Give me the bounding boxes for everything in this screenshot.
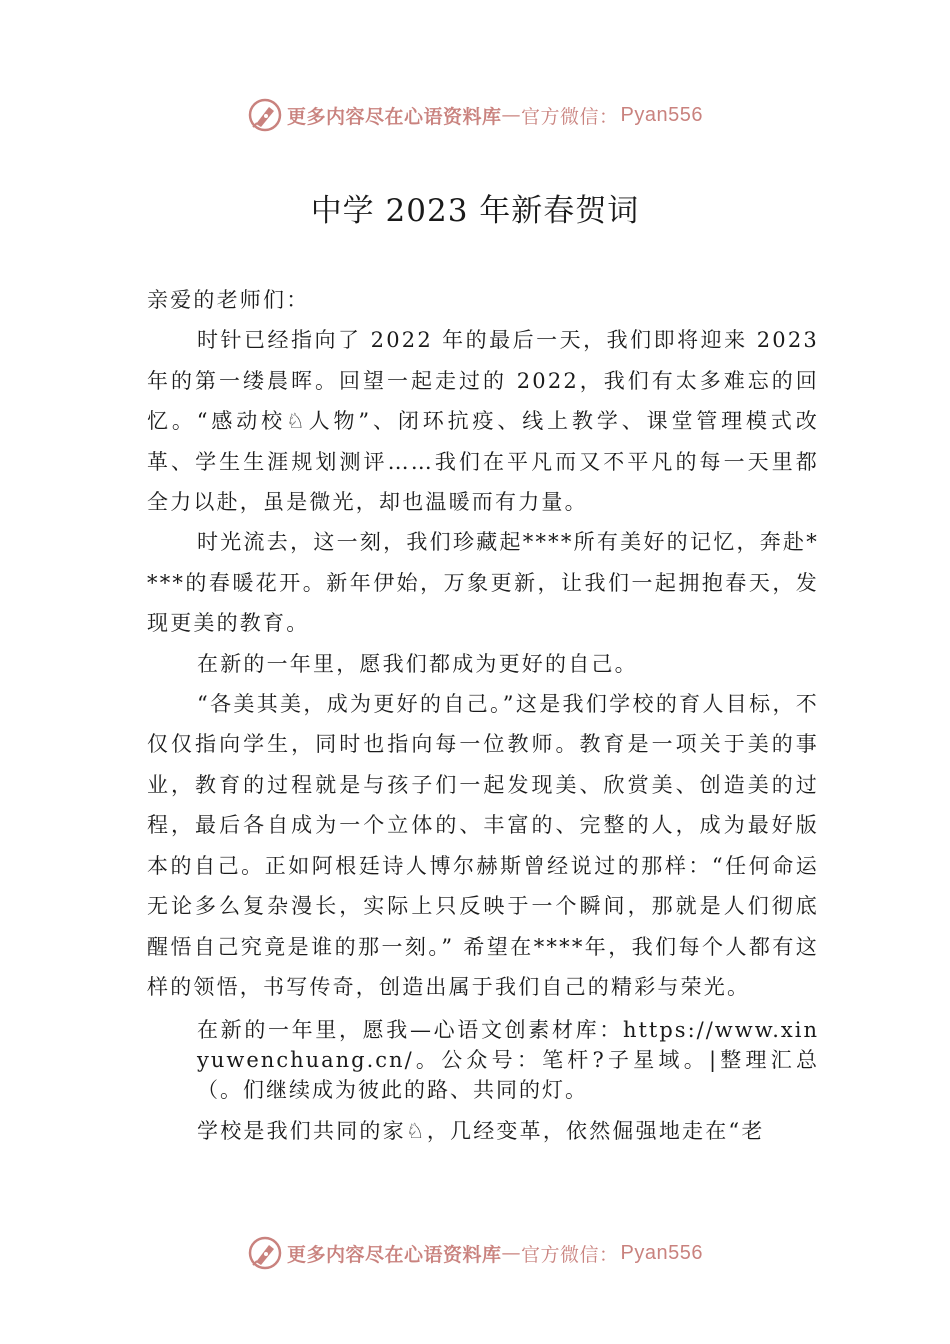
pen-nib-icon [247, 1235, 283, 1271]
watermark-banner-top [0, 93, 950, 137]
paragraph-4: “各美其美，成为更好的自己。”这是我们学校的育人目标，不仅仅指向学生，同时也指向每一位教师。教育是一项关于美的事业，教育的过程就是与孩子们一起发现美、欣赏美、创造美的过程，最后各自成为一个立体的、丰富的、完整的人，成为最好版本的自己。正如阿根廷诗人博尔赫斯曾经说过的那样：“任何命运无论多么复杂漫长，实际上只反映于一个瞬间，那就是人们彻底醒悟自己究竟是谁的那一刻。” 希望在****年，我们每个人都有这样的领悟，书写传奇，创造出属于我们自己的精彩与荣光。 [147, 692, 819, 999]
watermark-dash: — [501, 104, 522, 126]
paragraph-2: 时光流去，这一刻，我们珍藏起****所有美好的记忆，奔赴****的春暖花开。新年伊始，万象更新，让我们一起拥抱春天，发现更美的教育。 [147, 530, 819, 636]
watermark-wechat-label: 官方微信： [521, 105, 619, 128]
watermark-banner-bottom [0, 1231, 950, 1275]
watermark-brand-text: 更多内容尽在心语资料库 [287, 105, 502, 128]
watermark-dash: — [501, 1242, 522, 1264]
watermark-wechat-account: Pyan556 [620, 103, 703, 126]
pen-nib-icon [247, 97, 283, 133]
watermark-brand-text: 更多内容尽在心语资料库 [287, 1243, 502, 1266]
inserted-source-note: 在新的一年里，愿我—心语文创素材库：https://www.xinyuwenchuang.cn/。公众号：笔杆?子星域。|整理汇总（。们继续成为彼此的路、共同的灯。 [197, 1018, 819, 1103]
paragraph-3: 在新的一年里，愿我们都成为更好的自己。 [197, 651, 638, 676]
document-body [147, 280, 819, 1152]
paragraph-last: 学校是我们共同的家♘，几经变革，依然倔强地走在“老 [197, 1119, 765, 1144]
watermark-wechat-account: Pyan556 [620, 1241, 703, 1264]
watermark-wechat-label: 官方微信： [521, 1243, 619, 1266]
paragraph-1: 时针已经指向了 2022 年的最后一天，我们即将迎来 2023 年的第一缕晨晖。回望一起走过的 2022，我们有太多难忘的回忆。“感动校♘人物”、闭环抗疫、线上教学、课堂管理模式改革、学生生涯规划测评……我们在平凡而又不平凡的每一天里都全力以赴，虽是微光，却也温暖而有力量。 [147, 328, 819, 515]
salutation: 亲爱的老师们： [147, 288, 310, 312]
document-title: 中学 2023 年新春贺词 [310, 193, 640, 229]
